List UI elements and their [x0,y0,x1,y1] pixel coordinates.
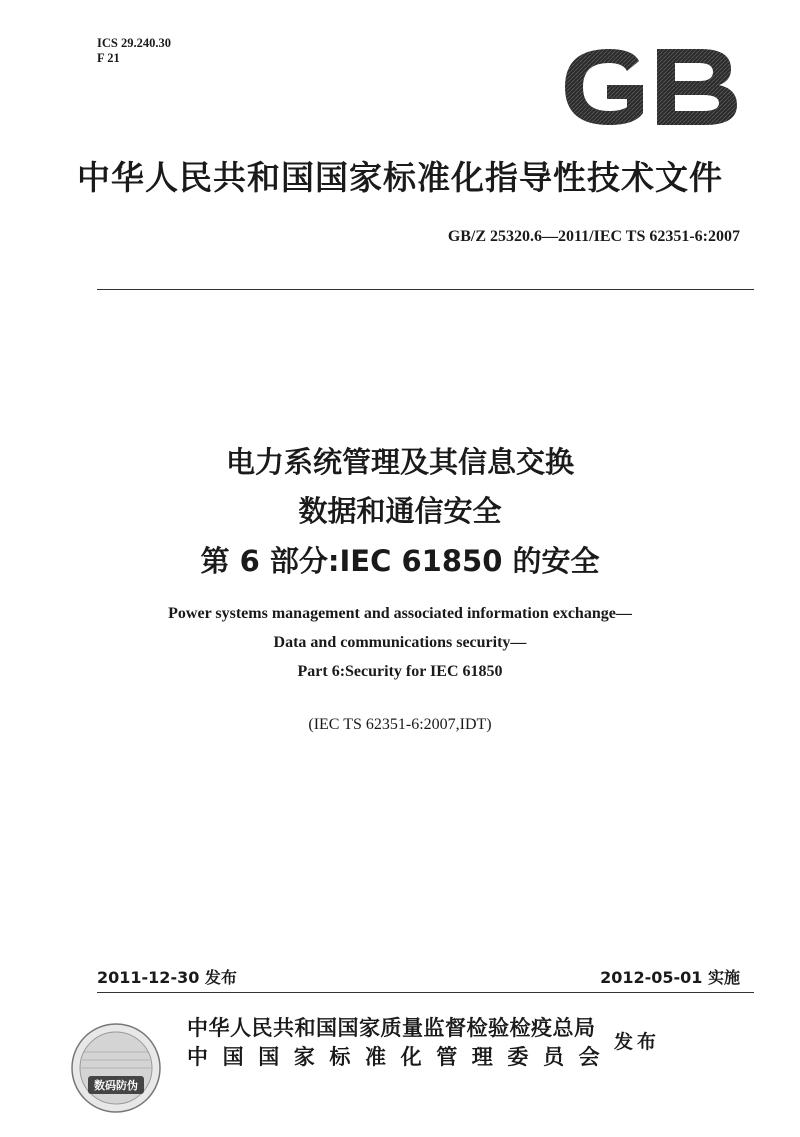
title-en-line-1: Power systems management and associated information exchange— [168,605,632,622]
ics-code: ICS 29.240.30 [97,36,171,50]
implementation-date: 2012-05-01 实施 [600,968,740,987]
publisher-aqsiq: 中华人民共和国国家质量监督检验检疫总局 [187,1016,596,1040]
anti-counterfeit-seal [70,1022,162,1114]
adoption-note: (IEC TS 62351-6:2007,IDT) [308,716,492,733]
publish-label: 发布 [614,1031,661,1053]
gb-logo [551,43,746,131]
standard-number: GB/Z 25320.6—2011/IEC TS 62351-6:2007 [447,228,740,245]
document-type: 中华人民共和国国家标准化指导性技术文件 [77,158,723,197]
publisher-sac: 中国国家标准化管理委员会 [187,1045,615,1069]
title-en-line-3: Part 6:Security for IEC 61850 [297,663,503,680]
bottom-divider [97,992,754,993]
issue-date: 2011-12-30 发布 [97,968,237,987]
top-divider [97,289,754,290]
title-zh-line-1: 电力系统管理及其信息交换 [225,445,574,479]
title-zh-line-3: 第 6 部分:IEC 61850 的安全 [200,544,600,578]
title-en-line-2: Data and communications security— [273,634,527,651]
seal-text: 数码防伪 [94,1079,138,1092]
ccs-code: F 21 [97,51,120,65]
title-zh-line-2: 数据和通信安全 [298,494,502,528]
